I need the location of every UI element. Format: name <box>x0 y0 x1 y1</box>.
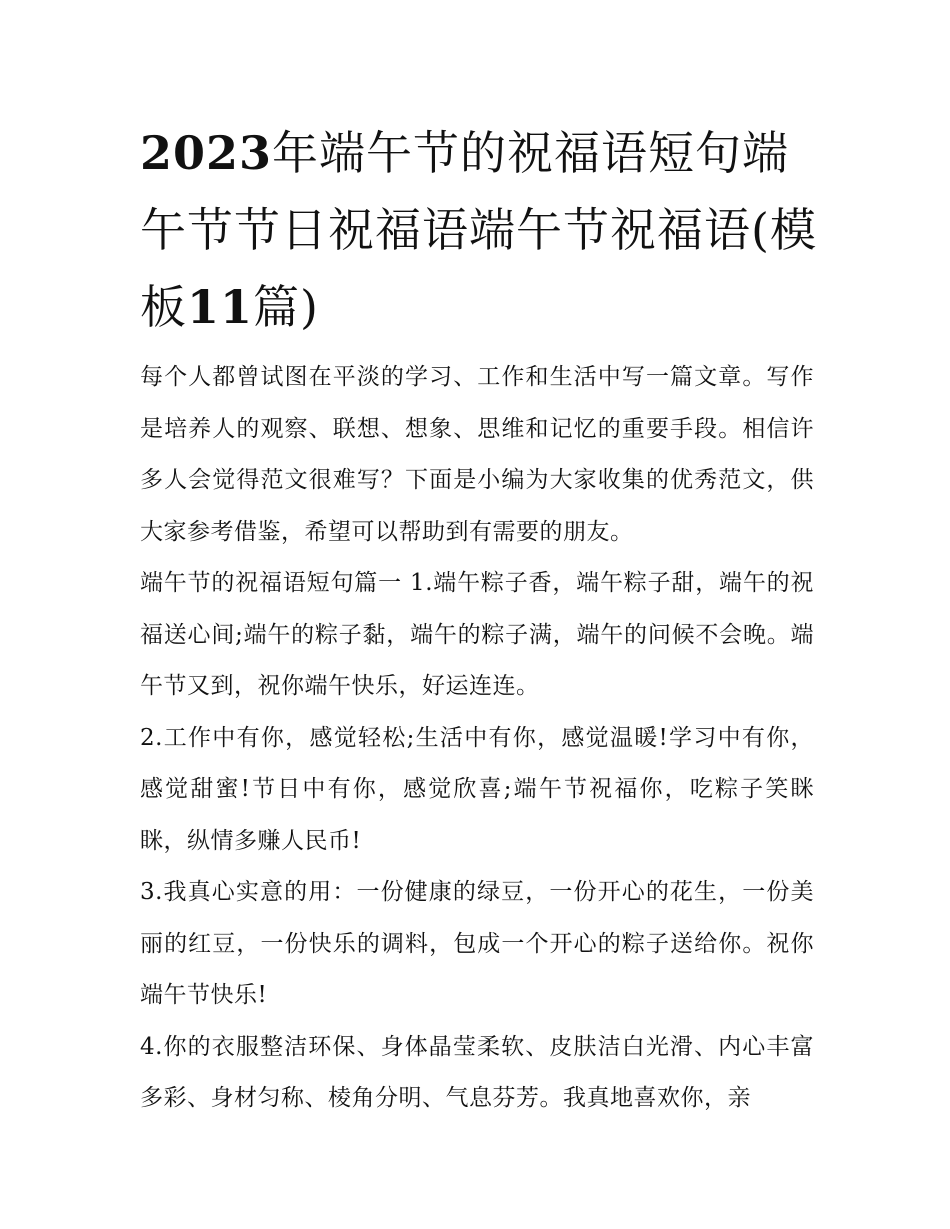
paragraph-item-4: 4.你的衣服整洁环保、身体晶莹柔软、皮肤洁白光滑、内心丰富多彩、身材匀称、棱角分明、气息芬芳。我真地喜欢你，亲 <box>140 1033 814 1111</box>
intro-paragraph: 每个人都曾试图在平淡的学习、工作和生活中写一篇文章。写作是培养人的观察、联想、想象、思维和记忆的重要手段。相信许多人会觉得范文很难写？下面是小编为大家收集的优秀范文，供大家参考借鉴，希望可以帮助到有需要的朋友。 <box>140 364 814 545</box>
paragraph-item-3: 3.我真心实意的用：一份健康的绿豆，一份开心的花生，一份美丽的红豆，一份快乐的调料，包成一个开心的粽子送给你。祝你端午节快乐! <box>140 879 814 1008</box>
document-body <box>140 352 814 1125</box>
paragraph-item-2: 2.工作中有你，感觉轻松;生活中有你，感觉温暖!学习中有你，感觉甜蜜!节日中有你，感觉欣喜;端午节祝福你，吃粽子笑眯眯，纵情多赚人民币! <box>140 724 814 854</box>
paragraph-item-1: 端午节的祝福语短句篇一 1.端午粽子香，端午粽子甜，端午的祝福送心间;端午的粽子黏，端午的粽子满，端午的问候不会晚。端午节又到，祝你端午快乐，好运连连。 <box>140 570 814 699</box>
page-title: 2023年端午节的祝福语短句端午节节日祝福语端午节祝福语(模板11篇) <box>140 126 817 334</box>
